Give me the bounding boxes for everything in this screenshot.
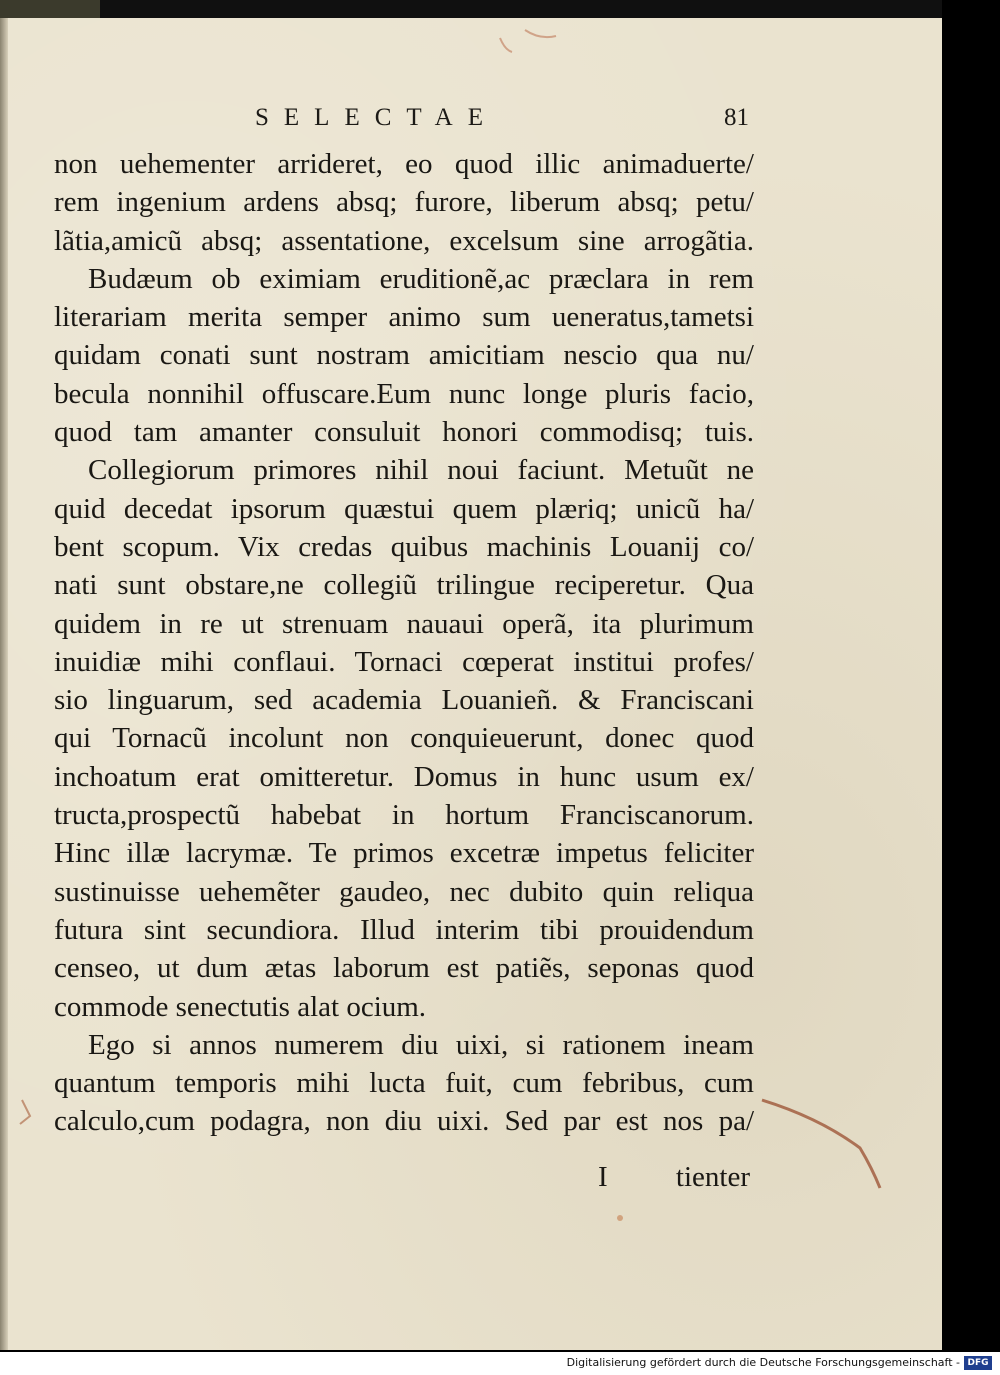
text-line-8: quod tam amanter consuluit honori commodisq; tuis. bbox=[54, 416, 754, 449]
text-line-23: commode senectutis alat ocium. bbox=[54, 990, 427, 1023]
text-line-10: quid decedat ipsorum quæstui quem plæriq; unicũ ha/ bbox=[54, 492, 754, 525]
text-line-25: quantum temporis mihi lucta fuit, cum febribus, cum bbox=[54, 1067, 754, 1100]
text-line-1: non uehementer arrideret, eo quod illic animaduerte/ bbox=[54, 148, 754, 180]
running-head: SELECTAE bbox=[255, 104, 498, 131]
text-line-18: tructa,prospectũ habebat in hortum Franciscanorum. bbox=[54, 799, 754, 832]
text-line-4: Budæum ob eximiam eruditionẽ,ac præclara in rem bbox=[88, 262, 754, 295]
signature-mark: I bbox=[598, 1161, 608, 1193]
text-line-2: rem ingenium ardens absq; furore, liberum absq; petu/ bbox=[54, 186, 754, 219]
footer-credit: Digitalisierung gefördert durch die Deutsche Forschungsgemeinschaft - bbox=[566, 1356, 960, 1369]
left-margin-mark bbox=[20, 1100, 30, 1124]
ink-spot bbox=[617, 1215, 623, 1221]
text-line-16: qui Tornacũ incolunt non conquieuerunt, donec quod bbox=[54, 722, 754, 755]
text-line-12: nati sunt obstare,ne collegiũ trilingue reciperetur. Qua bbox=[54, 569, 754, 602]
dfg-logo: DFG bbox=[964, 1356, 992, 1370]
text-line-6: quidam conati sunt nostram amicitiam nescio qua nu/ bbox=[54, 339, 754, 372]
page-number: 81 bbox=[724, 104, 749, 131]
ink-marks bbox=[0, 18, 942, 1350]
text-line-17: inchoatum erat omitteretur. Domus in hunc usum ex/ bbox=[54, 760, 754, 793]
text-line-5: literariam merita semper animo sum ueneratus,tametsi bbox=[54, 301, 754, 334]
text-line-20: sustinuisse uehemẽter gaudeo, nec dubito quin reliqua bbox=[54, 875, 754, 908]
text-line-3: lãtia,amicũ absq; assentatione, excelsum sine arrogãtia. bbox=[54, 224, 754, 257]
text-line-9: Collegiorum primores nihil noui faciunt. Metuũt ne bbox=[88, 454, 754, 487]
text-line-15: sio linguarum, sed academia Louanieñ. & Franciscani bbox=[54, 684, 754, 717]
catchword: tienter bbox=[675, 1161, 750, 1193]
margin-ink-stroke bbox=[762, 1100, 880, 1188]
text-line-19: Hinc illæ lacrymæ. Te primos excetræ impetus feliciter bbox=[54, 837, 754, 870]
top-edge-tab bbox=[0, 0, 100, 18]
page-edge bbox=[0, 18, 8, 1350]
text-line-21: futura sint secundiora. Illud interim tibi prouidendum bbox=[54, 913, 754, 946]
text-line-7: becula nonnihil offuscare.Eum nunc longe pluris facio, bbox=[54, 377, 754, 410]
text-line-14: inuidiæ mihi conflaui. Tornaci cœperat institui profes/ bbox=[54, 645, 754, 678]
text-line-11: bent scopum. Vix credas quibus machinis Louanij co/ bbox=[54, 530, 754, 563]
text-line-24: Ego si annos numerem diu uixi, si rationem ineam bbox=[88, 1028, 754, 1061]
top-ink-mark bbox=[500, 30, 556, 52]
top-edge bbox=[0, 0, 942, 18]
text-line-22: censeo, ut dum ætas laborum est patiẽs, seponas quod bbox=[54, 952, 754, 985]
text-line-26: calculo,cum podagra, non diu uixi. Sed par est nos pa/ bbox=[54, 1105, 754, 1138]
footer-bar bbox=[0, 1352, 1000, 1375]
book-page bbox=[0, 18, 942, 1350]
text-line-13: quidem in re ut strenuam nauaui operã, ita plurimum bbox=[54, 607, 754, 640]
